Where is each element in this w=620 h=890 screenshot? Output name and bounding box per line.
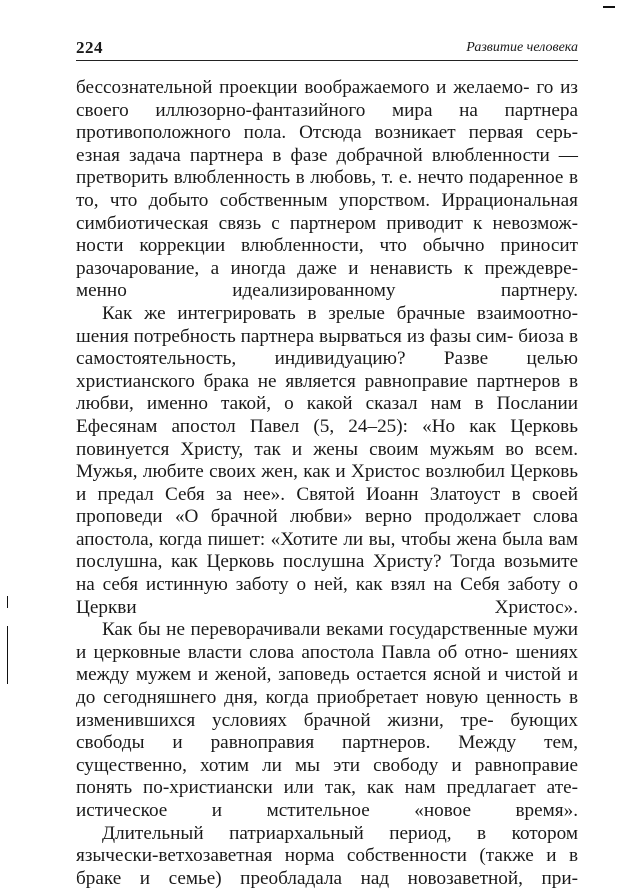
page-number: 224 <box>76 38 103 57</box>
text-line: биоза в самостоятельность, индивидуацию? Разве целью <box>76 325 578 370</box>
text-line: в любви, именно такой, о какой сказал нам в Послании <box>76 370 578 415</box>
running-head <box>76 36 578 61</box>
text-line: Церковь и предал Себя за нее». Святой Иоанн Златоуст <box>76 461 579 505</box>
scan-margin-line <box>7 626 8 684</box>
text-line: бессознательной проекции воображаемого и желаемо- <box>76 77 530 98</box>
text-line: понять по-христиански или так, как нам предлагает ате- <box>76 777 578 799</box>
text-line: симбиотическая связь с партнером приводит к невозмож- <box>76 212 578 234</box>
text-line: разочарование, а иногда даже и ненависть к преждевре- <box>76 257 578 279</box>
text-line: язычески-ветхозаветная норма собственности (также <box>76 845 534 867</box>
text-line: менно идеализированному партнеру. <box>76 280 578 302</box>
text-line: в своей проповеди «О брачной любви» верно продолжает <box>76 483 579 528</box>
text-line: была вам послушна, как Церковь послушна Христу? <box>76 528 578 573</box>
text-line: ности коррекции влюбленности, что обычно приносит <box>76 235 578 257</box>
text-line: Ефесянам апостол Павел (5, 24–25): «Но как Церковь <box>76 415 578 437</box>
text-line: Как бы не переворачивали веками государственные <box>102 619 528 641</box>
paragraph <box>76 303 578 619</box>
text-line: шения потребность партнера вырваться из фазы сим- <box>76 325 514 347</box>
paragraph <box>76 619 578 822</box>
paragraph <box>76 823 578 890</box>
text-line: на Себя заботу о Церкви Христос». <box>76 574 579 618</box>
text-line: мужи и церковные власти слова апостола Павла об отно- <box>76 619 578 663</box>
text-line: ценность в изменившихся условиях брачной жизни, тре- <box>76 687 579 731</box>
body-text <box>76 77 578 890</box>
text-line: го из своего иллюзорно-фантазийного мира на партнера <box>76 77 578 121</box>
text-line: повинуется Христу, так и жены своим мужьям во всем. <box>76 438 578 460</box>
text-line: Мужья, любите своих жен, как и Христос возлюбил <box>76 461 505 483</box>
text-line: существенно, хотим ли мы эти свободу и равноправие <box>76 754 578 776</box>
text-line: бующих свободы и равноправия партнеров. Между тем, <box>76 709 578 754</box>
text-line: езная задача партнера в фазе добрачной влюбленности — <box>76 144 578 166</box>
text-line: христианского брака не является равноправие партнеров <box>76 370 561 392</box>
text-line: и в браке и семье) преобладала над новозаветной, при- <box>76 845 579 889</box>
book-page <box>76 36 578 890</box>
scan-margin-tick <box>7 596 8 608</box>
scan-edge-mark-top <box>603 6 615 8</box>
text-line: Как же интегрировать в зрелые брачные взаимоотно- <box>102 302 578 324</box>
text-line: Длительный патриархальный период, в котором <box>102 822 578 844</box>
text-line: слова апостола, когда пишет: «Хотите ли вы, чтобы жена <box>76 506 578 550</box>
text-line: шениях между мужем и женой, заповедь остается ясной <box>76 641 579 686</box>
text-line: в то, что добыто собственным упорством. Иррациональная <box>76 167 578 211</box>
paragraph <box>76 77 578 303</box>
text-line: и чистой и до сегодняшнего дня, когда приобретает новую <box>76 664 579 709</box>
text-line: претворить влюбленность в любовь, т. е. нечто подаренное <box>76 167 564 189</box>
text-line: истическое и мстительное «новое время». <box>76 800 578 821</box>
text-line: Тогда возьмите на себя истинную заботу о ней, как взял <box>76 551 579 596</box>
text-line: противоположного пола. Отсюда возникает первая серь- <box>76 122 578 144</box>
running-title: Развитие человека <box>466 40 578 55</box>
